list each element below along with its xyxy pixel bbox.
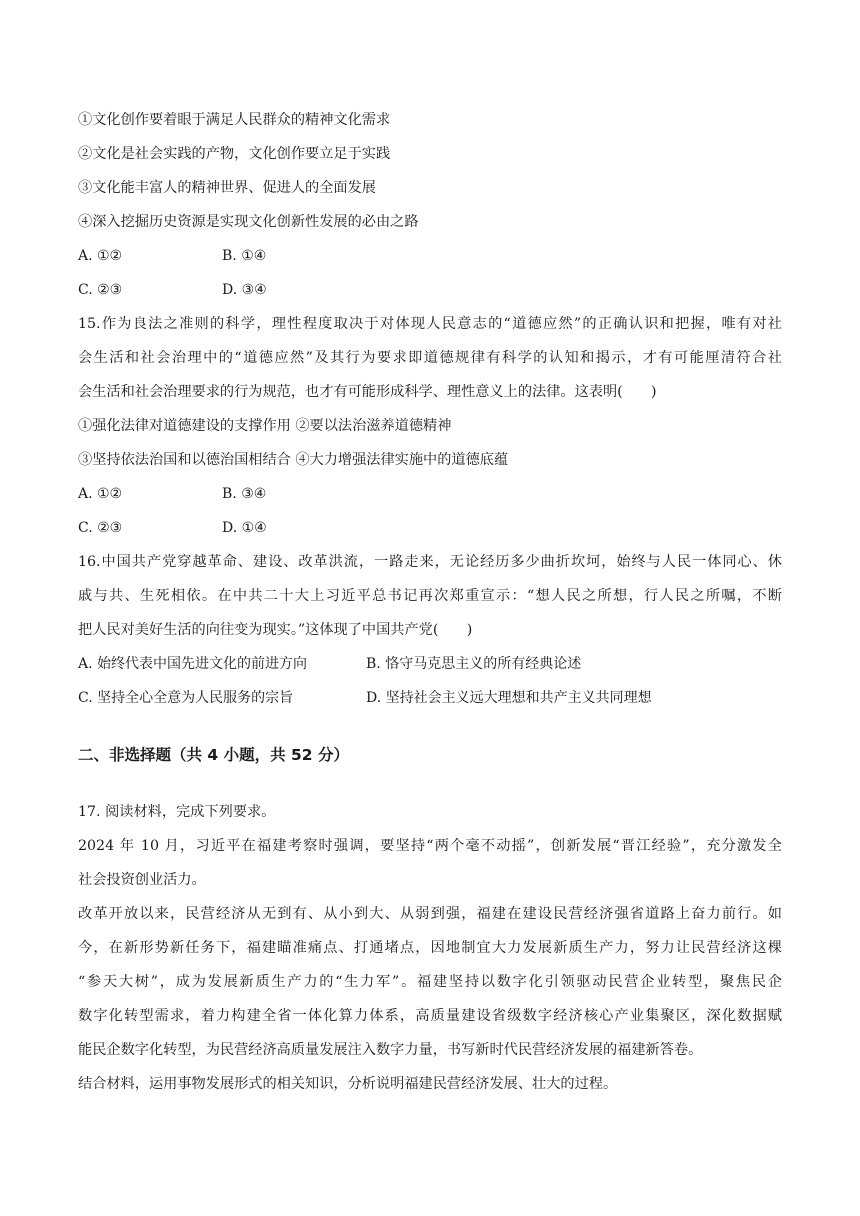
- q15-stem-line-3: 会生活和社会治理要求的行为规范，也才有可能形成科学、理性意义上的法律。这表明( ): [78, 384, 657, 400]
- q15-stem-line-1: 15.作为良法之准则的科学，理性程度取决于对体现人民意志的“道德应然”的正确认识和把握，唯有对社: [78, 316, 782, 332]
- q15-stem-line-2: 会生活和社会治理中的“道德应然”及其行为要求即道德规律有科学的认知和揭示，才有可能厘清符合社: [78, 350, 782, 366]
- q17-para2-line-3: “参天大树”，成为发展新质生产力的“生力军”。福建坚持以数字化引领驱动民营企业转型，聚焦民企: [78, 974, 782, 990]
- q16-stem-line-3: 把人民对美好生活的向往变为现实。”这体现了中国共产党( ): [78, 622, 473, 638]
- q17-para2-line-1: 改革开放以来，民营经济从无到有、从小到大、从弱到强，福建在建设民营经济强省道路上奋力前行。如: [78, 906, 782, 922]
- q17-para2-line-4: 数字化转型需求，着力构建全省一体化算力体系，高质量建设省级数字经济核心产业集聚区，深化数据赋: [78, 1008, 782, 1024]
- q15-option-c: C. ②③: [78, 520, 123, 536]
- q16-option-a: A. 始终代表中国先进文化的前进方向: [78, 656, 308, 672]
- q14-statement-3: ③文化能丰富人的精神世界、促进人的全面发展: [78, 180, 376, 196]
- q16-stem-line-1: 16.中国共产党穿越革命、建设、改革洪流，一路走来，无论经历多少曲折坎坷，始终与人民一体同心、休: [78, 554, 782, 570]
- q16-stem-line-2: 戚与共、生死相依。在中共二十大上习近平总书记再次郑重宣示：“想人民之所想，行人民之所嘱，不断: [78, 588, 782, 604]
- q15-statement-1: ①强化法律对道德建设的支撑作用 ②要以法治滋养道德精神: [78, 418, 452, 434]
- q17-intro: 17. 阅读材料，完成下列要求。: [78, 804, 276, 820]
- q17-para1-line-2: 社会投资创业活力。: [78, 872, 206, 888]
- q15-option-b: B. ③④: [222, 486, 267, 502]
- q17-para2-line-5: 能民企数字化转型，为民营经济高质量发展注入数字力量，书写新时代民营经济发展的福建新答卷。: [78, 1042, 703, 1058]
- q17-para2-line-2: 今，在新形势新任务下，福建瞄准痛点、打通堵点，因地制宜大力发展新质生产力，努力让民营经济这棵: [78, 940, 782, 956]
- q14-option-d: D. ③④: [222, 282, 267, 298]
- q14-statement-1: ①文化创作要着眼于满足人民群众的精神文化需求: [78, 112, 391, 128]
- q14-option-c: C. ②③: [78, 282, 123, 298]
- q14-statement-2: ②文化是社会实践的产物，文化创作要立足于实践: [78, 146, 391, 162]
- q15-option-d: D. ①④: [222, 520, 267, 536]
- q14-option-b: B. ①④: [222, 248, 267, 264]
- section-heading: 二、非选择题（共 4 小题，共 52 分）: [78, 746, 349, 764]
- q14-statement-4: ④深入挖掘历史资源是实现文化创新性发展的必由之路: [78, 214, 419, 230]
- q16-option-b: B. 恪守马克思主义的所有经典论述: [366, 656, 582, 672]
- q17-para1-line-1: 2024 年 10 月，习近平在福建考察时强调，要坚持“两个毫不动摇”，创新发展“晋江经验”，充分激发全: [78, 838, 782, 854]
- q16-option-d: D. 坚持社会主义远大理想和共产主义共同理想: [366, 690, 652, 706]
- q15-statement-2: ③坚持依法治国和以德治国相结合 ④大力增强法律实施中的道德底蕴: [78, 452, 509, 468]
- q15-option-a: A. ①②: [78, 486, 123, 502]
- q14-option-a: A. ①②: [78, 248, 123, 264]
- q16-option-c: C. 坚持全心全意为人民服务的宗旨: [78, 690, 294, 706]
- q17-task: 结合材料，运用事物发展形式的相关知识，分析说明福建民营经济发展、壮大的过程。: [78, 1076, 618, 1092]
